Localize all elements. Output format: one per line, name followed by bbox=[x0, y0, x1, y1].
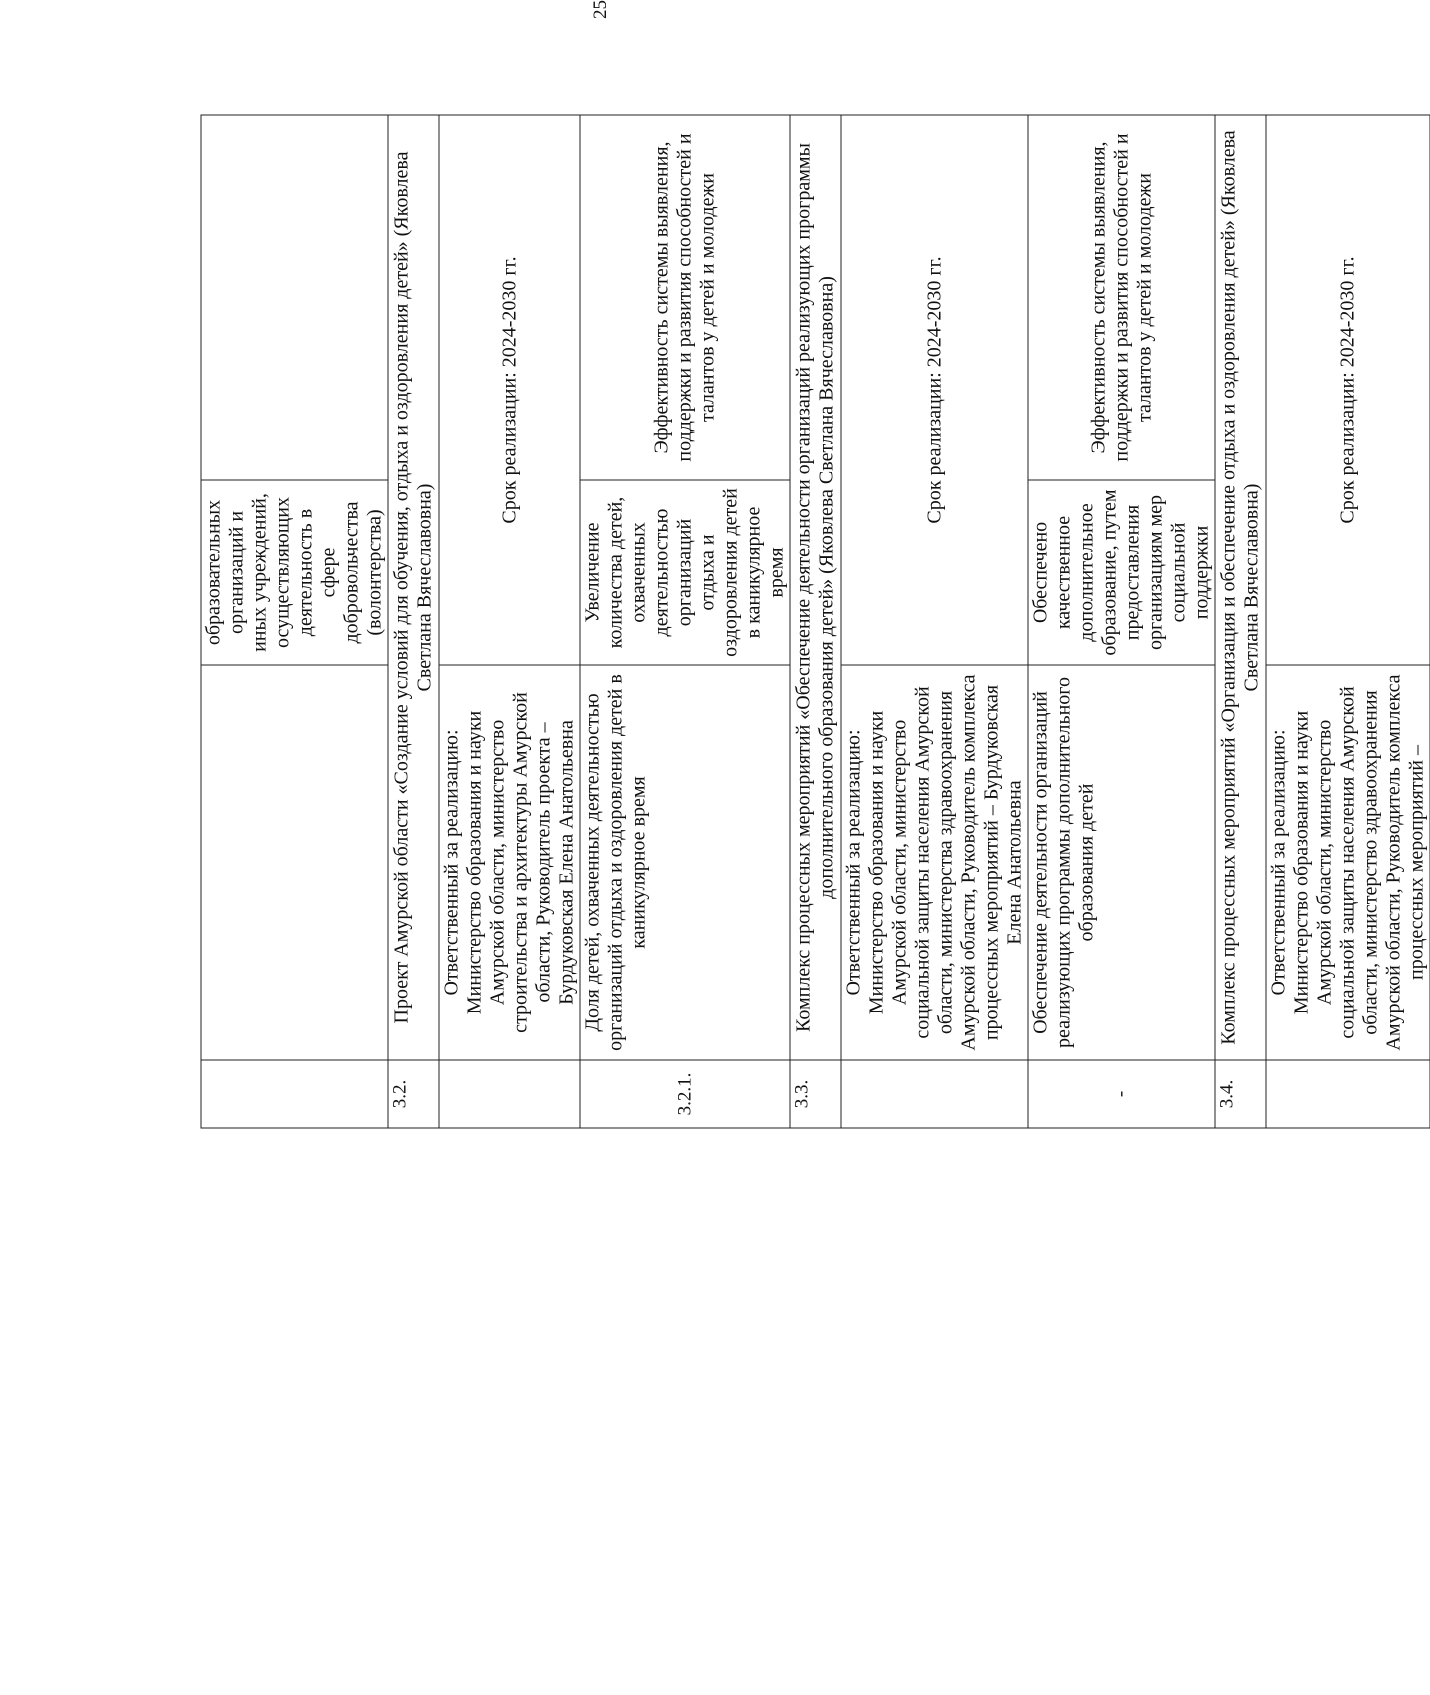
section-title: Комплекс процессных мероприятий «Организация и обеспечение отдыха и оздоровления детей» (Яковлева Светлана Вячеславовна) bbox=[1215, 115, 1266, 1060]
row-number: 3.2.1. bbox=[580, 1060, 790, 1128]
cell-num-empty bbox=[439, 1060, 580, 1128]
page-number: 25 bbox=[589, 0, 611, 19]
period-text: Срок реализации: 2024-2030 гг. bbox=[841, 115, 1028, 665]
row-number: 3.2. bbox=[388, 1060, 439, 1128]
cell-num-empty bbox=[841, 1060, 1028, 1128]
task-text: Доля детей, охваченных деятельностью организаций отдыха и оздоровления детей в каникулярное время bbox=[580, 665, 790, 1060]
table-row-3-3-responsible bbox=[841, 115, 1028, 1128]
period-text: Срок реализации: 2024-2030 гг. bbox=[439, 115, 580, 665]
section-title: Комплекс процессных мероприятий «Обеспечение деятельности организаций реализующих программы дополнительного образования детей» (Яковлева Светлана Вячеславовна) bbox=[790, 115, 841, 1060]
effect-text: Обеспечено качественное дополнительное образование, путем предоставления организациям мер социальной поддержки bbox=[1028, 480, 1215, 665]
section-title: Проект Амурской области «Создание условий для обучения, отдыха и оздоровления детей» (Яковлева Светлана Вячеславовна) bbox=[388, 115, 439, 1060]
table-row-3-2-responsible bbox=[439, 115, 580, 1128]
task-text: Обеспечение деятельности организаций реализующих программы дополнительного образования детей bbox=[1028, 665, 1215, 1060]
responsible-text: Ответственный за реализацию: Министерство образования и науки Амурской области, министерство строительства и архитектуры Амурской области, Руководитель проекта – Бурдуковская Елена Анатольевна bbox=[439, 665, 580, 1060]
cell-link-empty bbox=[201, 115, 388, 480]
cell-task-empty bbox=[201, 665, 388, 1060]
cell-num-empty bbox=[201, 1060, 388, 1128]
table-row-3-3 bbox=[790, 115, 841, 1128]
link-text: Эффективность системы выявления, поддержки и развития способностей и талантов у детей и молодежи bbox=[1028, 115, 1215, 480]
table-row-3-4-responsible bbox=[1266, 115, 1430, 1128]
table-row-continuation bbox=[201, 115, 388, 1128]
table-row-3-2-1 bbox=[580, 115, 790, 1128]
period-text: Срок реализации: 2024-2030 гг. bbox=[1266, 115, 1430, 665]
cell-num-empty bbox=[1266, 1060, 1430, 1128]
program-table bbox=[200, 114, 1430, 1128]
link-text: Эффективность системы выявления, поддержки и развития способностей и талантов у детей и молодежи bbox=[580, 115, 790, 480]
responsible-text: Ответственный за реализацию: Министерство образования и науки Амурской области, министерство социальной защиты населения Амурской области, министерства здравоохранения Амурской области, Руководитель комплекса процессных мероприятий – Бурдуковская Елена Анатольевна bbox=[841, 665, 1028, 1060]
table-row-3-4 bbox=[1215, 115, 1266, 1128]
table-row-3-2 bbox=[388, 115, 439, 1128]
cell-continuation: образовательных организаций и иных учреждений, осуществляющих деятельность в сфере добровольчества (волонтерства) bbox=[201, 480, 388, 665]
row-number: 3.4. bbox=[1215, 1060, 1266, 1128]
table-row-3-3-item bbox=[1028, 115, 1215, 1128]
row-number: 3.3. bbox=[790, 1060, 841, 1128]
row-number: - bbox=[1028, 1060, 1215, 1128]
responsible-text: Ответственный за реализацию: Министерство образования и науки Амурской области, министерство социальной защиты населения Амурской области, министерство здравоохранения Амурской области, Руководитель комплекса процессных мероприятий – bbox=[1266, 665, 1430, 1060]
effect-text: Увеличение количества детей, охваченных деятельностью организаций отдыха и оздоровления детей в каникулярное время bbox=[580, 480, 790, 665]
